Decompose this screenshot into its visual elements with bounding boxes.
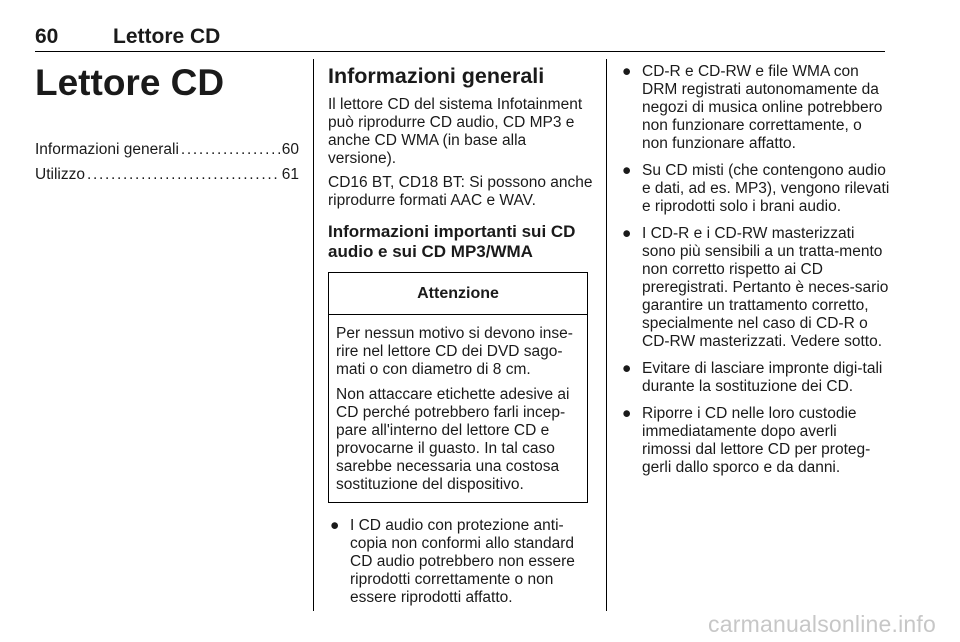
body-paragraph: CD16 BT, CD18 BT: Si possono anche riprodurre formati AAC e WAV. [328,174,593,209]
toc-entry-utilizzo[interactable] [35,166,299,191]
toc-entry-label: Informazioni generali [35,141,179,158]
toc-entry-page: 60 [281,141,299,158]
column-divider-right [606,59,607,611]
bullet-icon: ● [622,225,632,242]
list-item-text: Evitare di lasciare impronte digi-tali durante la sostituzione dei CD. [642,360,883,395]
warning-paragraph: Non attaccare etichette adesive ai CD perché potrebbero farli incep-pare all'interno del lettore CD e provocarne il guasto. In tal caso sarebbe necessaria una costosa sostituzione del dispositivo. [336,386,570,493]
toc-entry-informazioni-generali[interactable] [35,141,299,166]
toc-leader-dots [87,166,280,184]
chapter-title: Lettore CD [35,62,225,103]
table-of-contents [35,141,299,191]
column-right [620,63,890,486]
watermark-text: carmanualsonline.info [708,611,936,637]
toc-leader-dots [181,141,280,159]
toc-entry-label: Utilizzo [35,166,85,183]
list-item [328,517,596,607]
header-rule [35,51,885,52]
list-item-text: CD-R e CD-RW e file WMA con DRM registrati autonomamente da negozi di musica online potrebbero non funzionare correttamente, o non funzionare affatto. [642,63,883,152]
bullet-list [620,63,890,477]
list-item-text: I CD-R e i CD-RW masterizzati sono più sensibili a un tratta-mento non corretto rispetto ai CD preregistrati. Pertanto è neces-sario garantire un trattamento corretto, specialmente nel caso di CD-R o CD-RW masterizzati. Vedere sotto. [642,225,889,350]
warning-paragraph: Per nessun motivo si devono inse-rire nel lettore CD dei DVD sago-mati o con diametro di 8 cm. [336,325,573,378]
list-item [620,405,890,477]
list-item [620,360,890,396]
list-item-text: Su CD misti (che contengono audio e dati, ad es. MP3), vengono rilevati e riprodotti solo i brani audio. [642,162,890,215]
column-divider-left [313,59,314,611]
toc-entry-page: 61 [281,166,299,183]
column-middle [328,63,596,616]
bullet-icon: ● [330,517,340,534]
list-item [620,162,890,216]
bullet-icon: ● [622,360,632,377]
bullet-icon: ● [622,63,632,80]
list-item [620,225,890,351]
list-item-text: I CD audio con protezione anti-copia non conformi allo standard CD audio potrebbero non essere riprodotti correttamente o non essere riprodotti affatto. [350,517,575,606]
page-number: 60 [35,25,59,48]
bullet-icon: ● [622,405,632,422]
bullet-icon: ● [622,162,632,179]
body-paragraph: Il lettore CD del sistema Infotainment può riprodurre CD audio, CD MP3 e anche CD WMA (in base alla versione). [328,96,583,167]
section-title: Informazioni generali [328,64,545,88]
running-title: Lettore CD [113,25,221,48]
list-item [620,63,890,153]
list-item-text: Riporre i CD nelle loro custodie immediatamente dopo averli rimossi dal lettore CD per proteg-gerli dallo sporco e da danni. [642,405,871,476]
warning-box [328,272,588,503]
warning-body [329,315,587,502]
subheading: Informazioni importanti sui CD audio e sui CD MP3/WMA [328,222,576,261]
bullet-list [328,517,596,607]
warning-title: Attenzione [329,273,587,315]
